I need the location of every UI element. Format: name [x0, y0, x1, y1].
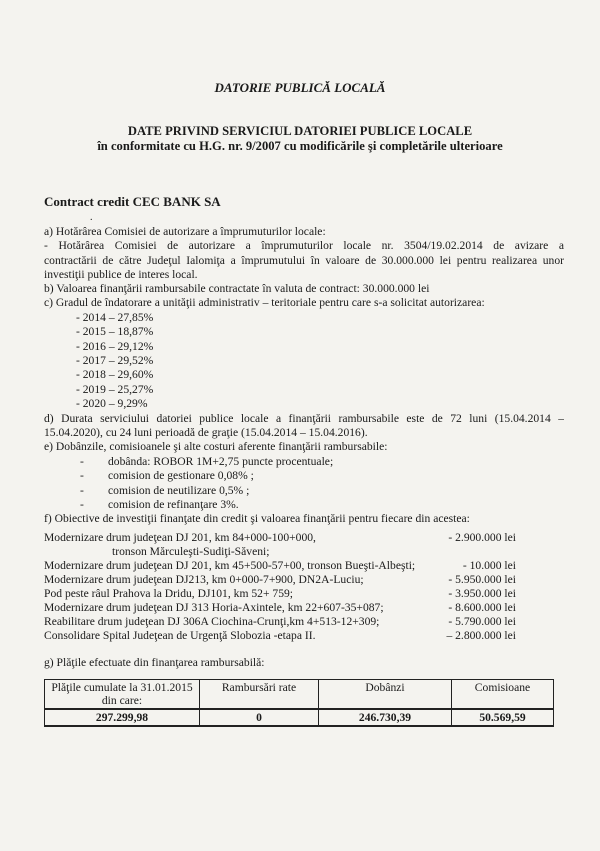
section-a-line-2: - Hotărârea Comisiei de autorizare a împrumuturilor locale nr. 3504/19.02.2014 de avizare a [44, 239, 564, 253]
investment-name: Reabilitare drum judeţean DJ 306A Ciochina-Crunţi,km 4+513-12+309; [44, 615, 380, 628]
payments-table [44, 679, 554, 727]
investment-name: Pod peste râul Prahova la Dridu, DJ101, km 52+ 759; [44, 587, 294, 600]
investment-value: - 2.900.000 lei [448, 531, 516, 544]
debt-ratio-item: - 2016 – 29,12% [76, 339, 154, 353]
document-subtitle [0, 124, 600, 154]
investment-row [44, 531, 516, 545]
debt-ratio-item: - 2020 – 9,29% [76, 397, 148, 411]
section-f-heading: f) Obiective de investiţii finanţate din credit şi valoarea finanţării pentru fiecare din acestea: [44, 512, 470, 526]
investment-value: - 10.000 lei [462, 559, 516, 572]
stray-dot: . [90, 212, 93, 223]
investment-name: Modernizare drum judeţean DJ 201, km 45+500-57+00, tronson Bueşti-Albeşti; [44, 559, 416, 572]
bullet-dash: - [80, 454, 84, 468]
debt-ratio-item: - 2015 – 18,87% [76, 325, 154, 339]
debt-ratio-item: - 2019 – 25,27% [76, 382, 154, 396]
table-row [45, 709, 554, 726]
table-header-cell: Comisioane [452, 680, 554, 710]
bullet-dash: - [80, 469, 84, 483]
table-header-cell: Rambursări rate [200, 680, 319, 710]
section-c-heading: c) Gradul de îndatorare a unităţii administrativ – teritoriale pentru care s-a solicitat autorizarea: [44, 296, 485, 310]
investment-row [44, 615, 516, 629]
investment-value: - 5.790.000 lei [448, 615, 516, 628]
section-d-line-2: 15.04.2020), cu 24 luni perioadă de graţie (15.04.2014 – 15.04.2016). [44, 425, 368, 439]
table-header-cell [45, 680, 200, 710]
cost-item [44, 498, 564, 512]
section-g-heading: g) Plăţile efectuate din finanţarea rambursabilă: [44, 656, 265, 669]
section-a-line-1: a) Hotărârea Comisiei de autorizare a împrumuturilor locale: [44, 225, 326, 238]
subtitle-line-2: în conformitate cu H.G. nr. 9/2007 cu modificările şi completările ulterioare [97, 139, 503, 153]
investment-row [44, 559, 516, 573]
investment-name: Modernizare drum judeţean DJ 313 Horia-Axintele, km 22+607-35+087; [44, 601, 384, 614]
cost-item [44, 484, 564, 498]
header-subtext: din care: [101, 694, 143, 707]
table-header-row [45, 680, 554, 710]
table-cell: 0 [200, 709, 319, 726]
section-b: b) Valoarea finanţării rambursabile contractate în valuta de contract: 30.000.000 lei [44, 282, 430, 295]
investment-value: - 5.950.000 lei [448, 573, 516, 586]
cost-item-text: comision de neutilizare 0,5% ; [108, 483, 250, 497]
section-e-heading: e) Dobânzile, comisioanele şi alte costuri aferente finanţării rambursabile: [44, 440, 388, 454]
debt-ratio-item: - 2017 – 29,52% [76, 353, 154, 367]
section-a [44, 225, 564, 283]
investment-value: - 3.950.000 lei [448, 587, 516, 600]
investment-row [44, 601, 516, 615]
table-cell: 246.730,39 [319, 709, 452, 726]
table-cell: 297.299,98 [45, 709, 200, 726]
section-b-c [44, 282, 564, 527]
table-cell: 50.569,59 [452, 709, 554, 726]
investment-row [44, 573, 516, 587]
investment-value: – 2.800.000 lei [446, 629, 516, 642]
investment-name: Consolidare Spital Judeţean de Urgenţă Slobozia -etapa II. [44, 629, 316, 642]
table-header-cell: Dobânzi [319, 680, 452, 710]
bullet-dash: - [80, 497, 84, 511]
investment-name: Modernizare drum judeţean DJ 201, km 84+000-100+000, [44, 531, 316, 544]
page-title: DATORIE PUBLICĂ LOCALĂ [214, 80, 386, 95]
cost-item [44, 455, 564, 469]
debt-ratio-item: - 2014 – 27,85% [76, 310, 154, 324]
cost-item-text: dobânda: ROBOR 1M+2,75 puncte procentuale; [108, 454, 334, 468]
cost-item [44, 469, 564, 483]
investment-row [44, 587, 516, 601]
contract-heading: Contract credit CEC BANK SA [44, 194, 221, 209]
investment-row [44, 629, 516, 643]
debt-ratio-item: - 2018 – 29,60% [76, 368, 154, 382]
cost-item-text: comision de refinanţare 3%. [108, 497, 239, 511]
subtitle-line-1: DATE PRIVIND SERVICIUL DATORIEI PUBLICE LOCALE [127, 124, 473, 138]
investment-subline: tronson Mărculeşti-Sudiţi-Săveni; [112, 545, 270, 558]
bullet-dash: - [80, 483, 84, 497]
section-a-line-3: contractării de către Judeţul Ialomiţa a împrumutului în valoare de 30.000.000 lei pentru realizarea unor [44, 253, 564, 267]
investment-name: Modernizare drum judeţean DJ213, km 0+000-7+900, DN2A-Luciu; [44, 573, 364, 586]
header-text: Plăţile cumulate la 31.01.2015 [51, 681, 193, 694]
section-a-line-4: investiţii publice de interes local. [44, 268, 198, 282]
section-d-line-1: d) Durata serviciului datoriei publice locale a finanţării rambursabile este de 72 luni (15.04.2014 – [44, 411, 564, 425]
investment-value: - 8.600.000 lei [448, 601, 516, 614]
cost-item-text: comision de gestionare 0,08% ; [108, 469, 254, 483]
